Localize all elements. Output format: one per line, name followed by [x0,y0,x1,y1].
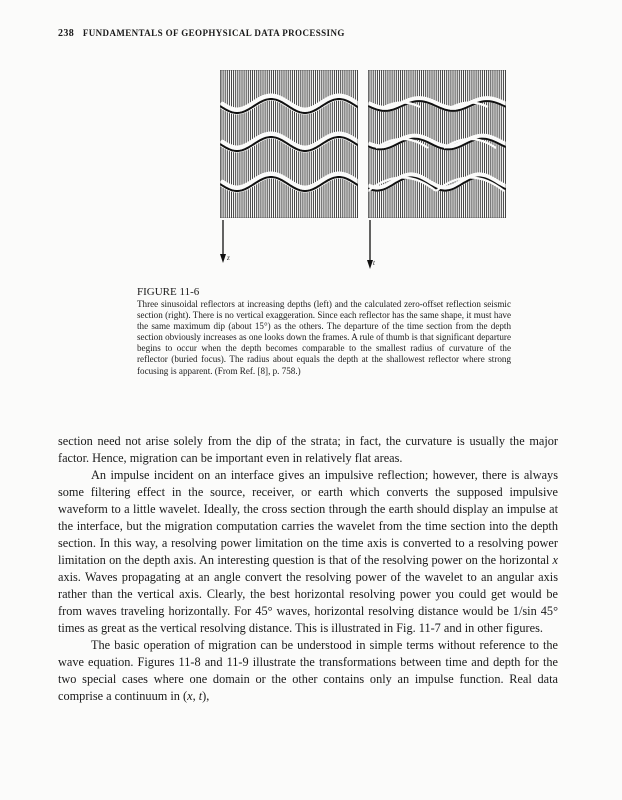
depth-axis-label: z [227,254,230,262]
time-axis-arrow [365,220,379,270]
paragraph-1: section need not arise solely from the dip of the strata; in fact, the curvature is usually the major factor. Hence, migration can be important even in relatively flat areas. [58,434,558,465]
time-section-panel [368,70,506,218]
time-axis-label: t [373,259,375,267]
paragraph-3: The basic operation of migration can be understood in simple terms without reference to the wave equation. Figures 11-8 and 11-9 illustrate the transformations between time and depth for the two special cases where one domain or the other contains only an impulse function. Real data comprise a continuum in (x, t), [58,638,558,703]
figure-label: FIGURE 11-6 [137,286,200,298]
depth-section-plot [220,70,358,218]
running-header [58,28,558,39]
depth-section-panel [220,70,358,218]
time-section-plot [368,70,506,218]
page-number: 238 [58,28,75,39]
body-text [58,433,558,705]
figure-caption: Three sinusoidal reflectors at increasing depths (left) and the calculated zero-offset reflection seismic section (right). There is no vertical exaggeration. Since each reflector has the same shape, it must have the same maximum dip (about 15°) as the others. The departure of the time section from the depth section obviously increases as one looks down the frames. A rule of thumb is that significant departure begins to occur when the depth becomes comparable to the smallest radius of curvature of the reflector (buried focus). The radius about equals the depth at the shallowest reflector where strong focusing is apparent. (From Ref. [8], p. 758.) [137,299,511,376]
depth-axis-arrow [219,220,233,264]
running-title: FUNDAMENTALS OF GEOPHYSICAL DATA PROCESSING [82,28,345,38]
paragraph-2: An impulse incident on an interface gives an impulsive reflection; however, there is always some filtering effect in the source, receiver, or earth which converts the supposed impulsive waveform to a little wavelet. Ideally, the cross section through the earth should display an impulse at the interface, but the migration computation carries the wavelet from the time section into the depth section. In this way, a resolving power limitation on the time axis is converted to a resolving power limitation on the depth axis. An interesting question is that of the resolving power on the horizontal x axis. Waves propagating at an angle convert the resolving power of the wavelet to an angular axis rather than the vertical axis. Clearly, the best horizontal resolving power you could get would be from waves traveling horizontally. For 45° waves, horizontal resolving distance would be 1/sin 45° times as great as the vertical resolving distance. This is illustrated in Fig. 11-7 and in other figures. [58,468,558,635]
